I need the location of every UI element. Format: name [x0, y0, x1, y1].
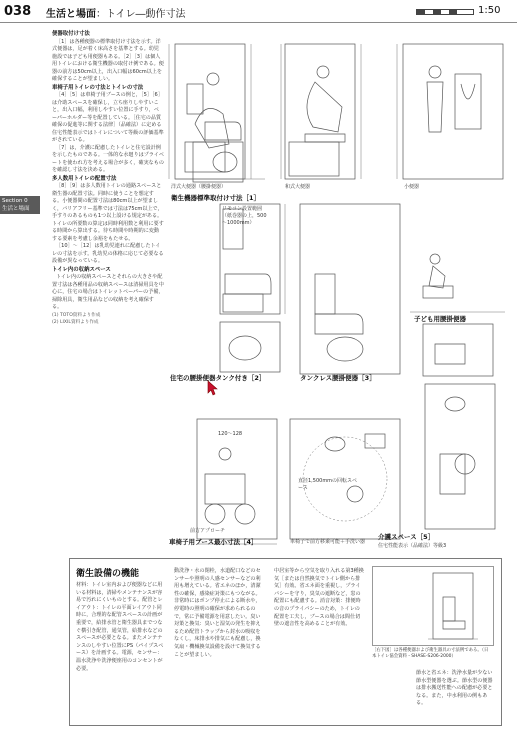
diagram-toilet-section	[372, 566, 494, 646]
handrail-elevation	[423, 324, 493, 376]
drawing-area	[165, 24, 510, 554]
caption-urinal: 小便器	[404, 184, 420, 190]
label-turn-space: 直径1,500mmの回転スペース	[298, 478, 358, 491]
paragraph: ［1］は各種便器の標準取付け寸法を示す。洋式便器は，足が着く床高さを基準とする。幼児施設では子ども用便器もある。［2］［3］は個人用トイレにおける衛生機器の取付け例である。便器の前方は50cm以上，出入口幅は60cm以上を確保することが望ましい。	[52, 38, 164, 82]
figure-caption-3: タンクレス腰掛便器［3］	[300, 374, 376, 382]
figure-caption-4: 車椅子用ブース最小寸法［4］	[169, 538, 258, 546]
label-remote: リモコン設置範囲（紙巻器の上，500～1000mm）	[222, 206, 267, 226]
figure-caption-child: 子ども用腰掛便器	[414, 315, 466, 323]
western-toilet-elevation	[169, 44, 265, 179]
figure-caption-1: 衛生機器標準取付け寸法［1］	[171, 194, 261, 202]
figure-caption-2: 住宅の腰掛便器タンク付き［2］	[170, 374, 266, 382]
section-drawing	[373, 567, 493, 645]
info-box-title: 衛生設備の機能	[76, 569, 140, 579]
section-subtitle: ：トイレ―動作寸法	[96, 9, 186, 20]
dim-label: 120～128	[218, 431, 243, 437]
tankless-toilet	[300, 204, 400, 374]
page-number: 038	[4, 4, 32, 19]
scale-label: 1:50	[478, 5, 501, 16]
child-toilet-figure	[410, 254, 505, 312]
paragraph: 材料：トイレ室内および便器などに用いる材料は，清掃やメンテナンスが容易で汚れにくいものとする。配管とレイアウト：トイレの平面レイアウト同時に，合理的な配管スペースの計画が重要で，給排水管と衛生器具までつなぐ横引き配管，通気管，給排水などのスペースが必要となる。またメンテナンスのしやすい位置にPS（パイプスペース）を計画する。電源，センサー：温水洗浄や洗浄便座用のコンセントが必要。	[76, 582, 164, 672]
care-space-plan	[425, 384, 495, 529]
info-column-1	[76, 582, 166, 673]
label-side-approach: 車椅子で前方移乗可能＋手洗い器	[290, 539, 366, 545]
heading-multi-user: 多人数用トイレの配置寸法	[52, 175, 117, 182]
paragraph: ［8］［9］は多人数用トイレの通路スペースと衛生器の配置寸法。同時に使うことを想定する。小便器間の配置寸法は80cm以上が望ましく，バリアフリー基準では寸法は75cm以上で，手すりのあるものも1つ以上設ける規定がある。トイレの所要数の算定は同時利用数と利用に要する時間から算出する。待ち時間や時期的に変動する要素を考慮し余裕をもたせる。	[52, 183, 164, 242]
label-front-approach: 前方アプローチ	[190, 528, 226, 534]
urinal-elevation	[397, 44, 503, 179]
paragraph: ［4］［5］は車椅子用ブースの例と，［5］［6］は介助スペースを確保し，立ち座りしやすいこと，出入口幅，利用しやすい位置に手すり，ペーパーホルダー等を配置している。［住宅の品質確保の促進等に関する法律］（品確法）に定める住宅性能表示ではトイレについて等級の評価基準がされている。	[52, 92, 164, 143]
figure-caption-5: 介護スペース［5］	[378, 533, 435, 541]
paragraph: ［7］は，介護に配慮したトイレと住宅設計例を示したものである。一体的な水廻りはプライベートを使われ方を考える場合が多く，確実なものを確認し寸法を決める。	[52, 144, 164, 173]
section-tab-number: Section 0	[2, 198, 28, 204]
japanese-toilet-elevation	[281, 44, 361, 179]
paragraph: ［10］～［12］は乳幼児連れに配慮したトイレの寸法を示す。乳幼児の体格に応じて必要なる設備が異なっている。	[52, 243, 164, 264]
paragraph: 動洗浄・水の閉栓，水道配口などのセンサーや照明の人感センサーなどの利用も増えている。省エネのほか，清潔性の確保，感染症対策にもつながる。非常時にはポンプ停止による断水や，停電時の照明の確保が求められるので，常に予備電源を用意したい。臭い対策と換気：臭いと湿気の発生を抑えるため配管トラップから封水の吸収をなくし，床排水や排気にも配慮し，換気扇・機械換気設備を設けて換気することが望ましい。	[174, 568, 261, 658]
body-text-column	[52, 30, 164, 327]
info-column-2	[174, 568, 264, 659]
heading-fixture-dims: 便器取付け寸法	[52, 31, 90, 37]
info-column-3	[274, 568, 364, 629]
home-toilet-tank-plan	[220, 322, 280, 372]
paragraph: 中居室等から空気を取り入れる第3種換気［または自然換気でトイレ側から排気］有効。省エネ面を重視し，プライバシーを守り，臭気の遮断など，窓の配置にも配慮する。消音対策：排便時の音のプライバシーのため，トイレの配置を工夫し，ブースの場合は間仕切壁の遮音性を高めることが有効。	[274, 568, 364, 628]
section-tab-label: 生活と場面	[2, 206, 30, 212]
mouse-cursor-icon	[207, 380, 219, 396]
caption-japanese: 和式大便器	[285, 184, 311, 190]
scale-bar	[416, 9, 474, 15]
paragraph: 節水と省エネ：洗浄水量が少ない節水型便器を選ぶ。節水型の便器は排水搬送性能への配慮が必要となる。また，中水利用の例もある。	[416, 670, 493, 707]
running-header	[46, 5, 186, 20]
caption-western: 洋式大便器（腰掛便器）	[171, 184, 227, 190]
heading-wheelchair: 車椅子用トイレの寸法とトイレの寸法	[52, 84, 144, 91]
western-toilet-plan	[193, 142, 243, 182]
paragraph: トイレ内の収納スペースとそれらの大きさや配置寸法は各種用品の収納スペースは清掃用具を中心に，住宅の場合はトイレットペーパーの予備，掃除用具，衛生用品などの収納を考え確保する。	[52, 274, 164, 310]
footnote: (1) TOTO資料より作成	[52, 312, 101, 318]
heading-storage: トイレ内の収納スペース	[52, 266, 111, 273]
section-title: 生活と場面	[46, 9, 96, 20]
footnote: (2) LIXIL資料より作成	[52, 320, 99, 325]
header-rule	[0, 22, 517, 23]
wheelchair-booth-plan	[197, 419, 277, 544]
section-tab	[0, 196, 40, 214]
diagram-caption: ［右下図］は各種便器および衛生器具の寸法例である。（日本トイレ協会資料・SHASE-S206-2000）	[372, 648, 489, 659]
figure-caption-5-sub: 住宅性能表示（品確法）等級3	[378, 543, 447, 549]
info-column-4	[416, 670, 496, 708]
